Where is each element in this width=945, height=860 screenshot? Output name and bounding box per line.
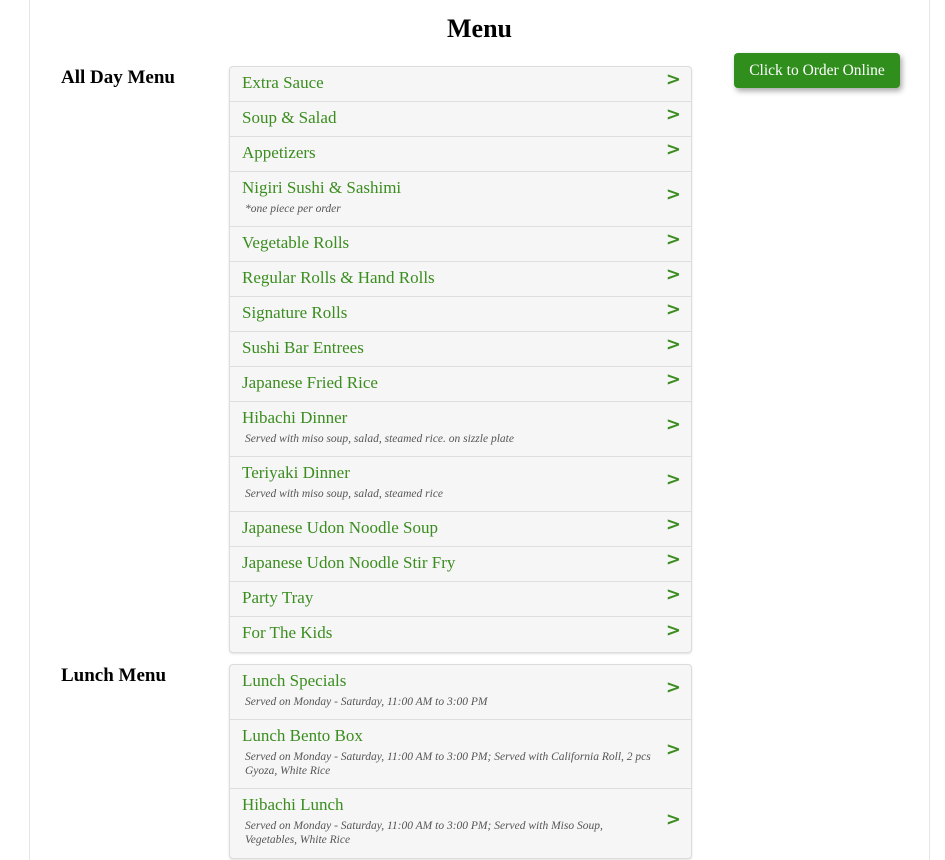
menu-item-name[interactable]: Teriyaki Dinner [242, 463, 350, 482]
menu-item-description: Served on Monday - Saturday, 11:00 AM to 3:00 PM [245, 696, 488, 708]
chevron-right-icon[interactable]: > [665, 369, 681, 390]
chevron-right-icon[interactable]: > [665, 619, 681, 641]
chevron-right-icon[interactable]: > [665, 184, 681, 205]
menu-item[interactable] [230, 262, 691, 297]
chevron-right-icon[interactable]: > [665, 414, 681, 435]
chevron-right-icon[interactable]: > [665, 299, 681, 320]
menu-item[interactable] [230, 102, 691, 137]
menu-item[interactable] [230, 297, 691, 332]
chevron-right-icon[interactable]: > [665, 104, 681, 125]
menu-item-name[interactable]: Sushi Bar Entrees [242, 338, 364, 357]
menu-item-name[interactable]: Appetizers [242, 143, 316, 162]
menu-item-name[interactable]: Signature Rolls [242, 303, 348, 322]
order-online-button[interactable]: Click to Order Online [734, 53, 900, 88]
menu-item-name[interactable]: Hibachi Lunch [242, 795, 344, 814]
chevron-right-icon[interactable]: > [665, 677, 681, 698]
all-day-menu-list [229, 66, 692, 653]
chevron-right-icon[interactable]: > [665, 739, 681, 760]
menu-item[interactable] [230, 512, 691, 547]
menu-item[interactable] [230, 227, 691, 262]
menu-item-name[interactable]: For The Kids [242, 623, 333, 642]
menu-item-description: Served on Monday - Saturday, 11:00 AM to 3:00 PM; Served with California Roll, 2 pcs Gyoza, White Rice [245, 751, 651, 777]
menu-item-name[interactable]: Lunch Specials [242, 671, 347, 690]
menu-item-name[interactable]: Vegetable Rolls [242, 233, 350, 252]
menu-page [29, 0, 930, 860]
lunch-menu-list [229, 664, 692, 859]
menu-item-description: *one piece per order [245, 203, 341, 215]
menu-item-name[interactable]: Japanese Udon Noodle Soup [242, 518, 438, 537]
menu-item[interactable] [230, 720, 691, 789]
menu-item[interactable] [230, 665, 691, 720]
menu-item-name[interactable]: Party Tray [242, 588, 314, 607]
menu-item-description: Served with miso soup, salad, steamed rice [245, 488, 444, 500]
chevron-right-icon[interactable]: > [665, 549, 681, 570]
menu-item-name[interactable]: Japanese Udon Noodle Stir Fry [242, 553, 456, 572]
menu-item[interactable] [230, 172, 691, 227]
chevron-right-icon[interactable]: > [665, 469, 681, 490]
menu-item[interactable] [230, 457, 691, 512]
menu-item[interactable] [230, 789, 691, 858]
menu-item[interactable] [230, 547, 691, 582]
page-title: Menu [447, 14, 512, 43]
menu-item[interactable] [230, 137, 691, 172]
menu-item-name[interactable]: Lunch Bento Box [242, 726, 363, 745]
chevron-right-icon[interactable]: > [665, 229, 681, 250]
chevron-right-icon[interactable]: > [665, 69, 681, 90]
menu-item-name[interactable]: Hibachi Dinner [242, 408, 348, 427]
menu-item[interactable] [230, 402, 691, 457]
menu-item-name[interactable]: Japanese Fried Rice [242, 373, 378, 392]
menu-item-name[interactable]: Nigiri Sushi & Sashimi [242, 178, 402, 197]
chevron-right-icon[interactable]: > [665, 514, 681, 535]
menu-item-name[interactable]: Regular Rolls & Hand Rolls [242, 268, 435, 287]
chevron-right-icon[interactable]: > [665, 264, 681, 285]
menu-item-description: Served on Monday - Saturday, 11:00 AM to 3:00 PM; Served with Miso Soup, Vegetables, White Rice [245, 820, 603, 846]
menu-item-name[interactable]: Soup & Salad [242, 108, 337, 127]
menu-item[interactable] [230, 332, 691, 367]
menu-item-description: Served with miso soup, salad, steamed rice. on sizzle plate [245, 433, 514, 445]
menu-item-name[interactable]: Extra Sauce [242, 73, 324, 92]
menu-item[interactable] [230, 367, 691, 402]
menu-item[interactable] [230, 67, 691, 102]
chevron-right-icon[interactable]: > [665, 139, 681, 160]
section-label-all-day: All Day Menu [61, 67, 175, 88]
chevron-right-icon[interactable]: > [665, 334, 681, 355]
section-label-lunch: Lunch Menu [61, 665, 167, 686]
menu-item[interactable] [230, 617, 691, 652]
menu-item[interactable] [230, 582, 691, 617]
chevron-right-icon[interactable]: > [665, 584, 681, 605]
chevron-right-icon[interactable]: > [665, 808, 681, 830]
